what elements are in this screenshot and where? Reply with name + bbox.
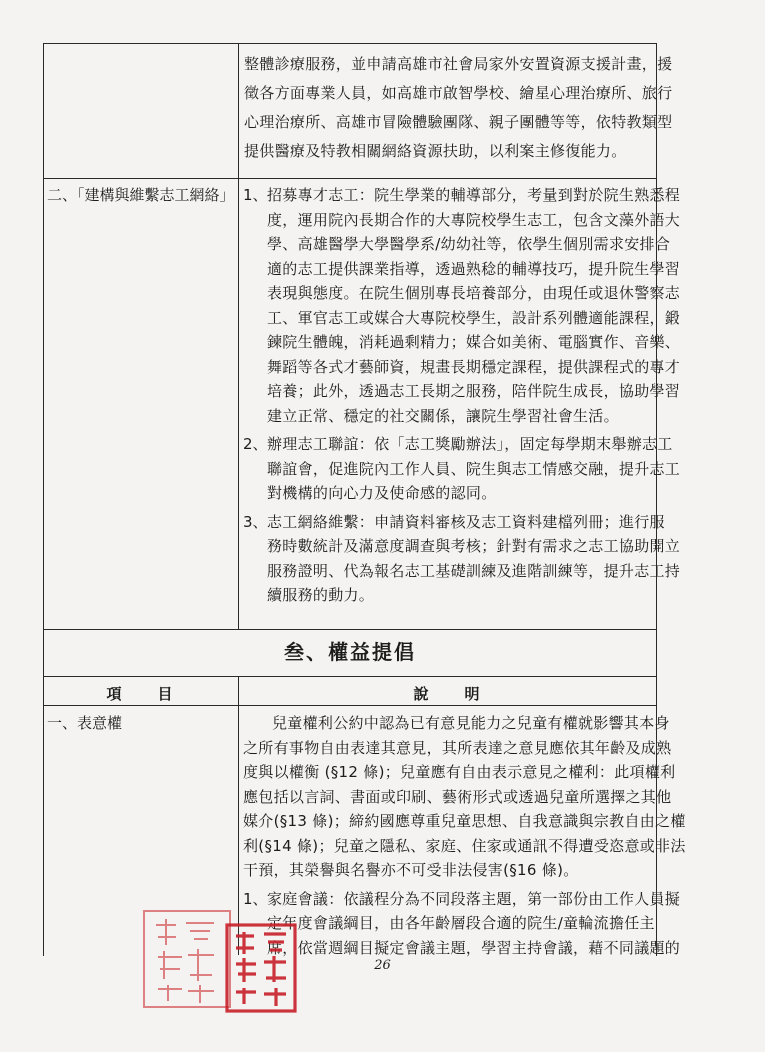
text-line: 適的志工提供課業指導，透過熟稔的輔導技巧，提升院生學習 [267,259,681,278]
text-line: 工、軍官志工或媒合大專院校學生，設計系列體適能課程，鍛 [267,308,681,327]
table-header-description: 說 明 [413,685,482,703]
text-line: 聯誼會，促進院內工作人員、院生與志工情感交融，提升志工 [267,459,681,478]
text-line: 媒介(§13 條)；締約國應尊重兒童思想、自我意識與宗教自由之權 [243,812,686,830]
section-title: 叁、權益提倡 [284,640,416,664]
text-line: 家庭會議：依議程分為不同段落主題，第一部份由工作人員擬 [267,889,681,908]
item-number: 1、 [243,889,268,908]
text-line: 度，運用院內長期合作的大專院校學生志工，包含文藻外語大 [267,210,681,229]
row-label-expression: 一、表意權 [47,714,123,732]
row-label-volunteer: 二、「建構與維繫志工網絡」 [47,186,235,204]
text-line: 舞蹈等各式才藝師資，規畫長期穩定課程，提供課程式的專才 [267,357,681,376]
row-divider [43,705,657,706]
text-line: 利(§14 條)；兒童之隱私、家庭、住家或通訊不得遭受恣意或非法 [243,836,686,855]
text-line: 建立正常、穩定的社交關係，讓院生學習社會生活。 [267,406,619,425]
text-line: 干預，其榮譽與名譽亦不可受非法侵害(§16 條)。 [243,861,579,879]
row-divider [43,178,657,179]
text-line: 席，依當週綱目擬定會議主題，學習主持會議，藉不同議題的 [267,938,681,957]
text-line: 整體診療服務，並申請高雄市社會局家外安置資源支援計畫，援 [244,55,673,73]
item-number: 3、 [243,512,268,531]
text-line: 學、高雄醫學大學醫學系/幼幼社等，依學生個別需求安排合 [267,235,671,253]
seal-stamp-icon [222,920,300,1016]
text-line: 服務證明、代為報名志工基礎訓練及進階訓練等，提升志工持 [267,561,681,580]
text-line: 招募專才志工：院生學業的輔導部分，考量到對於院生熟悉程 [267,186,681,204]
table-header-item: 項 目 [106,685,175,703]
text-line: 培養；此外，透過志工長期之服務，陪伴院生成長，協助學習 [267,382,681,400]
text-line: 續服務的動力。 [267,586,375,604]
column-divider-top [238,43,239,629]
text-line: 對機構的向心力及使命感的認同。 [267,484,497,502]
text-line: 應包括以言詞、書面或印刷、藝術形式或透過兒童所選擇之其他 [243,787,672,806]
text-line: 務時數統計及滿意度調查與考核；針對有需求之志工協助開立 [267,537,681,555]
text-line: 提供醫療及特教相關網絡資源扶助，以利案主修復能力。 [244,142,627,160]
text-line: 辦理志工聯誼：依「志工獎勵辦法」，固定每學期末舉辦志工 [267,435,673,453]
item-number: 1、 [243,186,268,204]
text-line: 之所有事物自由表達其意見，其所表達之意見應依其年齡及成熟 [243,738,672,757]
page-number: 26 [374,958,391,973]
text-line: 心理治療所、高雄市冒險體驗團隊、親子團體等等，依特教類型 [244,113,673,131]
text-line: 定年度會議綱目，由各年齡層段合適的院生/童輪流擔任主 [267,914,655,932]
row-divider [43,676,657,677]
text-line: 徵各方面專業人員，如高雄市啟智學校、繪星心理治療所、旅行 [244,84,673,102]
text-line: 志工網絡維繫：申請資料審核及志工資料建檔列冊；進行服 [267,512,665,531]
column-divider-bottom [238,676,239,955]
text-line: 兒童權利公約中認為已有意見能力之兒童有權就影響其本身 [272,714,670,732]
row-divider [43,629,657,630]
text-line: 鍊院生體魄，消耗過剩精力；媒合如美術、電腦實作、音樂、 [267,333,681,351]
text-line: 度與以權衡 (§12 條)；兒童應有自由表示意見之權利：此項權利 [243,763,676,781]
item-number: 2、 [243,435,268,453]
text-line: 表現與態度。在院生個別專長培養部分，由現任或退休警察志 [267,284,681,302]
